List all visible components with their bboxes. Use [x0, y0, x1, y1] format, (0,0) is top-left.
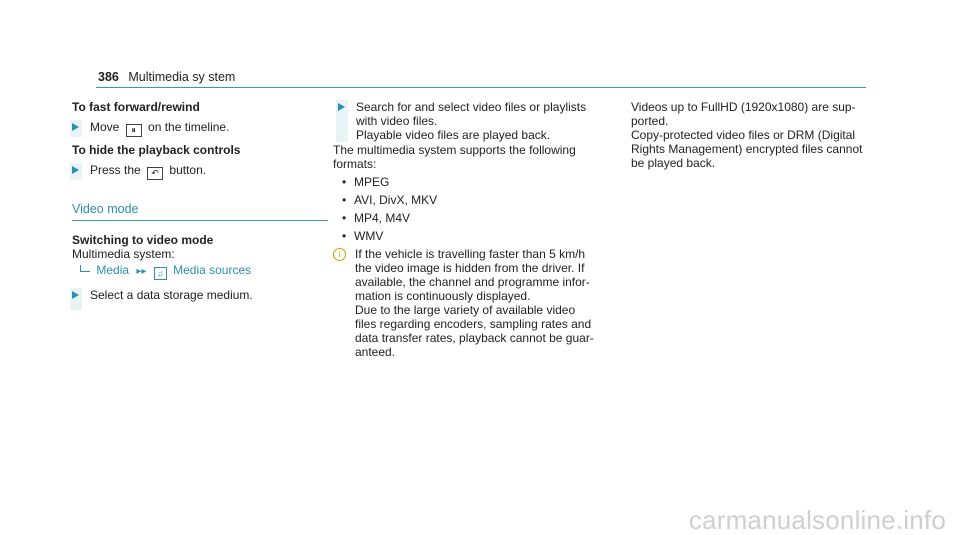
media-sources-icon: ♫ — [154, 267, 167, 280]
section-title: Video mode — [72, 202, 139, 216]
formats-intro-line-1: The multimedia system supports the following — [333, 143, 576, 157]
page-title: Multimedia sy stem — [128, 70, 236, 84]
note-line: anteed. — [355, 345, 396, 359]
column-2 — [333, 100, 606, 359]
menu-path — [72, 263, 328, 280]
page-header — [98, 70, 235, 84]
hide-step-pre: Press the — [90, 163, 141, 177]
header-divider — [96, 87, 866, 88]
text-line: ported. — [631, 114, 669, 128]
select-step — [70, 288, 328, 310]
menu-path-hook-icon — [80, 265, 90, 272]
format-label: MP4, M4V — [354, 211, 411, 225]
note-text — [355, 247, 594, 359]
nav-media-link[interactable]: Media — [96, 263, 130, 277]
search-line-2: with video files. — [356, 114, 438, 128]
note-line: the video image is hidden from the driver. If — [355, 261, 585, 275]
hide-step — [70, 163, 328, 180]
select-step-text: Select a data storage medium. — [90, 288, 253, 302]
list-item: • MP4, M4V — [342, 211, 411, 225]
list-item: • WMV — [342, 229, 384, 243]
text-line: Videos up to FullHD (1920x1080) are sup- — [631, 100, 856, 114]
page-number: 386 — [98, 70, 119, 84]
video-mode-section — [72, 202, 328, 221]
column-1 — [70, 100, 328, 310]
step-arrow-icon — [70, 288, 82, 310]
step-arrow-icon — [336, 100, 348, 142]
menu-path-label: Multimedia system: — [72, 247, 175, 261]
info-note — [333, 247, 606, 359]
note-line: files regarding encoders, sampling rates and — [355, 317, 592, 331]
pause-icon: ⏸ — [126, 124, 142, 137]
column-3 — [631, 100, 871, 170]
format-label: MPEG — [354, 175, 390, 189]
double-chevron-icon: ▸▸ — [136, 266, 147, 277]
search-line-1: Search for and select video files or playlists — [356, 100, 587, 114]
ff-step-post: on the timeline. — [148, 120, 230, 134]
note-line: available, the channel and programme infor- — [355, 275, 590, 289]
note-line: data transfer rates, playback cannot be guar- — [355, 331, 594, 345]
search-step — [336, 100, 606, 142]
text-line: Rights Management) encrypted files cannot — [631, 142, 863, 156]
text-line: be played back. — [631, 156, 716, 170]
hide-step-post: button. — [169, 163, 207, 177]
watermark: carmanualsonline.info — [688, 505, 946, 535]
formats-intro — [333, 143, 606, 171]
formats-intro-line-2: formats: — [333, 157, 377, 171]
back-button-icon: ↶ — [147, 167, 163, 180]
note-line: mation is continuously displayed. — [355, 289, 531, 303]
list-item: • MPEG — [342, 175, 390, 189]
step-arrow-icon — [70, 120, 82, 137]
nav-media-sources-link[interactable]: Media sources — [173, 263, 252, 277]
search-line-3: Playable video files are played back. — [356, 128, 551, 142]
ff-step-pre: Move — [90, 120, 120, 134]
ff-heading: To fast forward/rewind — [72, 100, 200, 114]
format-label: WMV — [354, 229, 384, 243]
note-line: If the vehicle is travelling faster than 5 km/h — [355, 247, 586, 261]
list-item: • AVI, DivX, MKV — [342, 193, 438, 207]
section-divider — [72, 220, 328, 221]
switch-heading: Switching to video mode — [72, 233, 214, 247]
hide-heading: To hide the playback controls — [72, 143, 241, 157]
note-line: Due to the large variety of available video — [355, 303, 576, 317]
step-arrow-icon — [70, 163, 82, 180]
text-line: Copy-protected video files or DRM (Digital — [631, 128, 856, 142]
formats-list — [333, 175, 606, 243]
ff-step — [70, 120, 328, 137]
info-icon: i — [333, 248, 346, 261]
format-label: AVI, DivX, MKV — [354, 193, 438, 207]
